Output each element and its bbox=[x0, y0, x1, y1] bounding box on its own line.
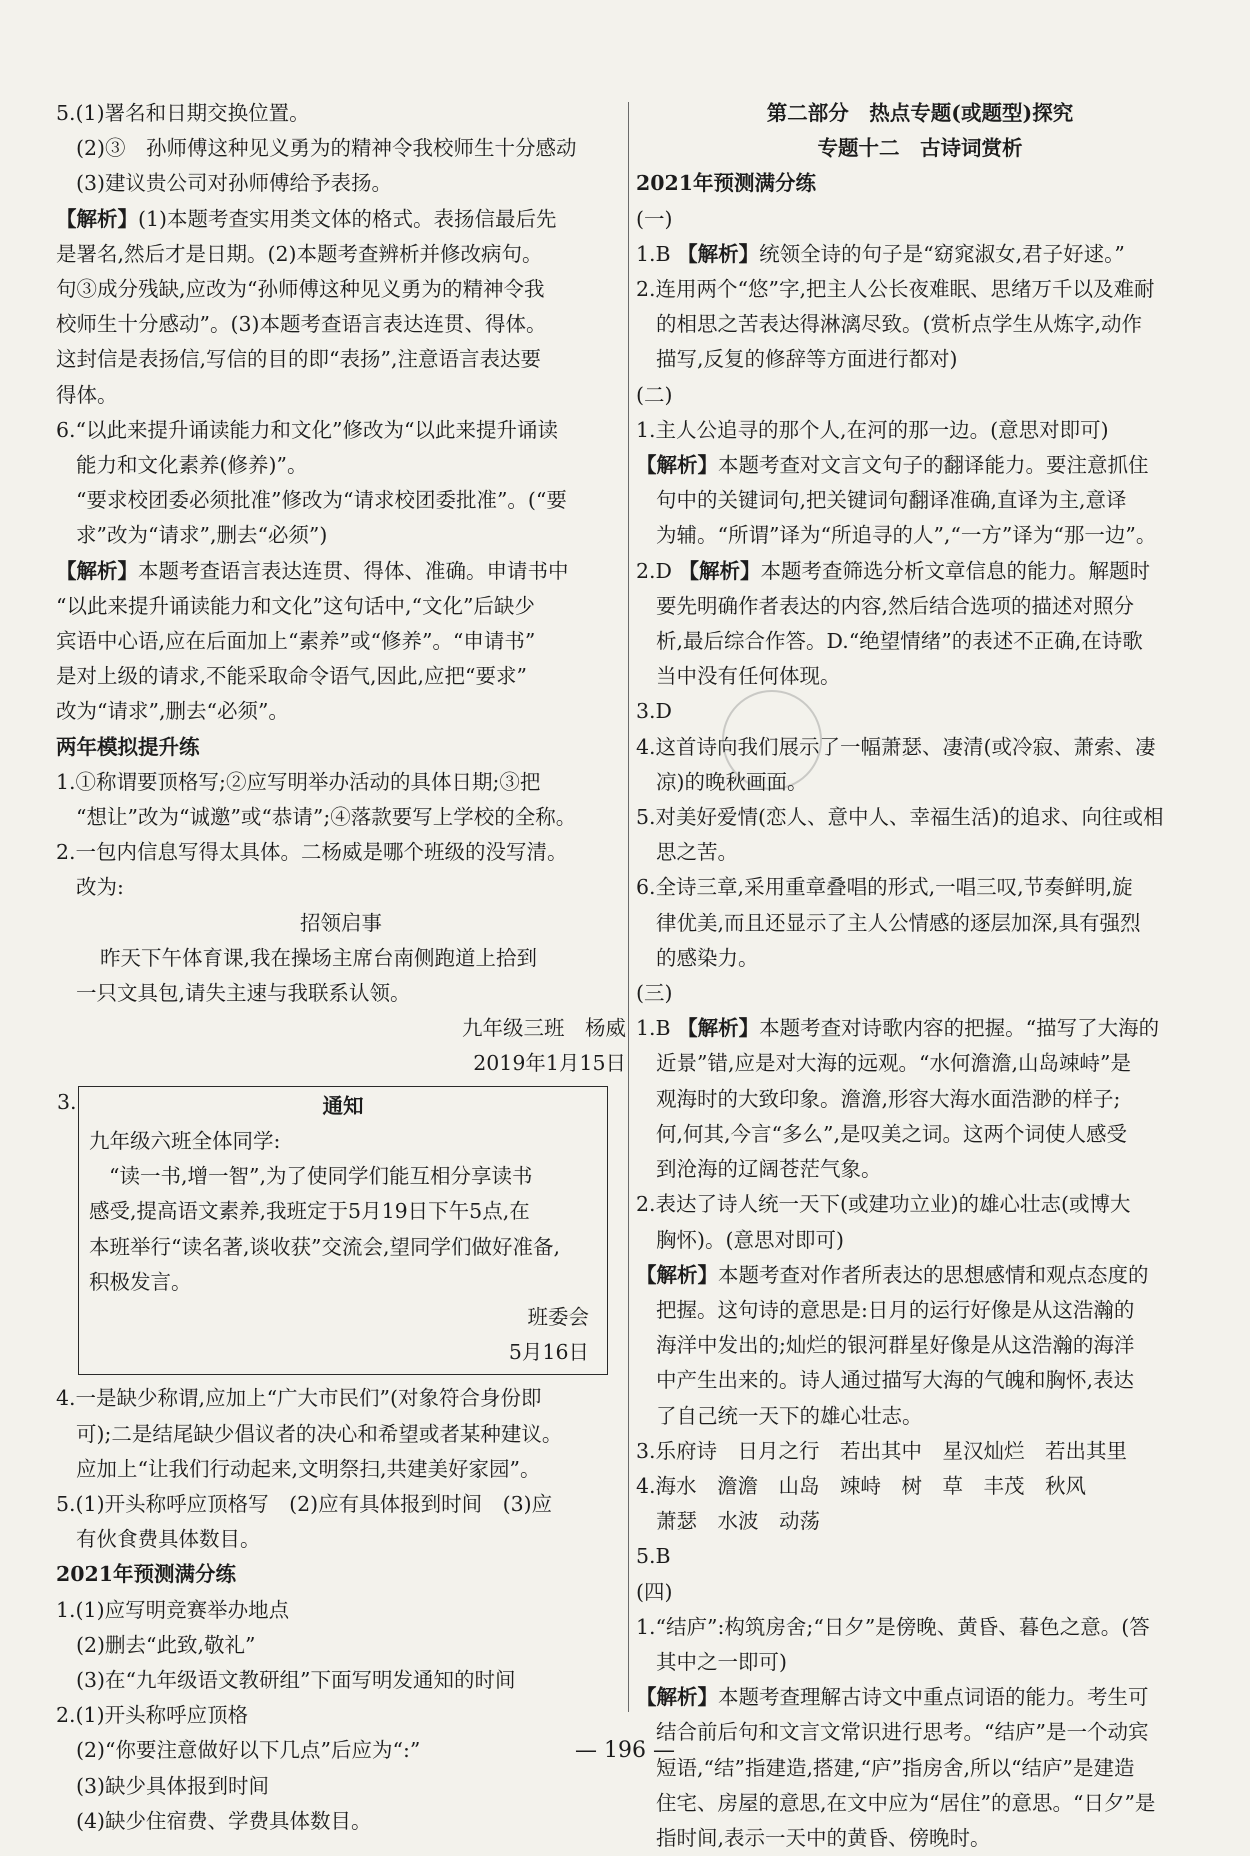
analysis-text: 本题考查对文言文句子的翻译能力。要注意抓住 bbox=[718, 453, 1149, 478]
left-line: 5.(1)开头称呼应顶格写 (2)应有具体报到时间 (3)应 bbox=[56, 1491, 553, 1516]
right-line: 凉)的晚秋画面。 bbox=[656, 769, 808, 794]
analysis-text: 本题考查对诗歌内容的把握。“描写了大海的 bbox=[759, 1016, 1160, 1041]
right-line: 把握。这句诗的意思是:日月的运行好像是从这浩瀚的 bbox=[656, 1297, 1135, 1322]
analysis-tag: 【解析】 bbox=[56, 206, 138, 231]
left-line: 5.(1)署名和日期交换位置。 bbox=[56, 101, 310, 125]
left-line: 2.一包内信息写得太具体。二杨威是哪个班级的没写清。 bbox=[56, 840, 568, 865]
right-line: 住宅、房屋的意思,在文中应为“居住”的意思。“日夕”是 bbox=[656, 1790, 1156, 1815]
left-line: 这封信是表扬信,写信的目的即“表扬”,注意语言表达要 bbox=[56, 347, 541, 372]
left-line: “要求校团委必须批准”修改为“请求校团委批准”。(“要 bbox=[76, 488, 567, 513]
left-line: (3)在“九年级语文教研组”下面写明发通知的时间 bbox=[76, 1667, 516, 1692]
left-line: 改为: bbox=[76, 875, 124, 900]
left-line: “想让”改为“诚邀”或“恭请”;④落款要写上学校的全称。 bbox=[76, 805, 577, 830]
right-line: (三) bbox=[636, 981, 673, 1006]
left-line: 一只文具包,请失主速与我联系认领。 bbox=[76, 981, 411, 1006]
left-line: 2021年预测满分练 bbox=[56, 1562, 237, 1587]
left-line: 昨天下午体育课,我在操场主席台南侧跑道上拾到 bbox=[100, 945, 538, 970]
right-line: 5.对美好爱情(恋人、意中人、幸福生活)的追求、向往或相 bbox=[636, 805, 1164, 830]
left-line: 有伙食费具体数目。 bbox=[76, 1527, 261, 1552]
analysis-text: 本题考查对作者所表达的思想感情和观点态度的 bbox=[718, 1262, 1149, 1287]
right-line bbox=[636, 554, 1204, 589]
right-line bbox=[636, 1680, 1204, 1715]
notice-box bbox=[57, 1086, 608, 1376]
right-line: 3.乐府诗 日月之行 若出其中 星汉灿烂 若出其里 bbox=[636, 1438, 1128, 1463]
left-line: 2.(1)开头称呼应顶格 bbox=[56, 1703, 249, 1728]
right-line: 近景”错,应是对大海的远观。“水何澹澹,山岛竦峙”是 bbox=[656, 1051, 1131, 1076]
right-line: 析,最后综合作答。D.“绝望情绪”的表述不正确,在诗歌 bbox=[656, 629, 1143, 654]
left-line: 应加上“让我们行动起来,文明祭扫,共建美好家园”。 bbox=[76, 1456, 541, 1481]
right-line bbox=[636, 237, 1204, 272]
right-line: 要先明确作者表达的内容,然后结合选项的描述对照分 bbox=[656, 593, 1135, 618]
right-line: 了自己统一天下的雄心壮志。 bbox=[656, 1403, 923, 1428]
notice-body-2: 感受,提高语文素养,我班定于5月19日下午5点,在 bbox=[89, 1199, 530, 1224]
notice-date: 5月16日 bbox=[508, 1340, 589, 1365]
left-line: 能力和文化素养(修养)”。 bbox=[76, 453, 308, 478]
right-line: 5.B bbox=[636, 1544, 671, 1569]
analysis-text: 统领全诗的句子是“窈窕淑女,君子好逑。” bbox=[759, 241, 1125, 266]
left-line: (3)缺少具体报到时间 bbox=[76, 1773, 270, 1798]
right-line: (一) bbox=[636, 206, 673, 231]
right-line: 2.表达了诗人统一天下(或建功立业)的雄心壮志(或博大 bbox=[636, 1192, 1131, 1217]
left-line bbox=[56, 554, 626, 589]
analysis-text: 本题考查筛选分析文章信息的能力。解题时 bbox=[760, 558, 1151, 583]
left-column bbox=[56, 96, 626, 1839]
left-line: (2)“你要注意做好以下几点”后应为“:” bbox=[76, 1738, 421, 1763]
right-line: 中产生出来的。诗人通过描写大海的气魄和胸怀,表达 bbox=[656, 1368, 1135, 1393]
answer-text: 2.D bbox=[636, 558, 679, 583]
left-line: 得体。 bbox=[56, 382, 118, 407]
left-line: 1.(1)应写明竞赛举办地点 bbox=[56, 1597, 290, 1622]
analysis-tag: 【解析】 bbox=[636, 453, 718, 478]
left-line: 改为“请求”,删去“必须”。 bbox=[56, 699, 289, 724]
right-line: 短语,“结”指建造,搭建,“庐”指房舍,所以“结庐”是建造 bbox=[656, 1755, 1135, 1780]
left-line: 宾语中心语,应在后面加上“素养”或“修养”。“申请书” bbox=[56, 629, 536, 654]
right-line bbox=[636, 1011, 1204, 1046]
left-line: (3)建议贵公司对孙师傅给予表扬。 bbox=[76, 171, 393, 196]
right-line: 4.海水 澹澹 山岛 竦峙 树 草 丰茂 秋风 bbox=[636, 1473, 1087, 1498]
right-line: 思之苦。 bbox=[656, 840, 738, 865]
right-line: 的相思之苦表达得淋漓尽致。(赏析点学生从炼字,动作 bbox=[656, 312, 1143, 337]
column-divider bbox=[628, 102, 629, 1712]
notice-signature: 班委会 bbox=[527, 1304, 589, 1329]
analysis-tag: 【解析】 bbox=[636, 1262, 718, 1287]
right-line: 海洋中发出的;灿烂的银河群星好像是从这浩瀚的海洋 bbox=[656, 1333, 1135, 1358]
analysis-text: 本题考查理解古诗文中重点词语的能力。考生可 bbox=[718, 1685, 1149, 1710]
left-line: (2)③ 孙师傅这种见义勇为的精神令我校师生十分感动 bbox=[76, 136, 577, 161]
right-line: 到沧海的辽阔苍茫气象。 bbox=[656, 1157, 882, 1182]
left-line: 1.①称谓要顶格写;②应写明举办活动的具体日期;③把 bbox=[56, 769, 541, 794]
notice-body-1: “读一书,增一智”,为了使同学们能互相分享读书 bbox=[109, 1164, 533, 1189]
right-line: 结合前后句和文言文常识进行思考。“结庐”是一个动宾 bbox=[656, 1720, 1149, 1745]
left-line: 九年级三班 杨威 bbox=[462, 1016, 626, 1041]
left-line: 句③成分残缺,应改为“孙师傅这种见义勇为的精神令我 bbox=[56, 277, 545, 302]
right-line: 当中没有任何体现。 bbox=[656, 664, 841, 689]
left-line: 6.“以此来提升诵读能力和文化”修改为“以此来提升诵读 bbox=[56, 417, 558, 442]
notice-salutation: 九年级六班全体同学: bbox=[89, 1128, 281, 1153]
right-line bbox=[636, 1258, 1204, 1293]
right-line: 2021年预测满分练 bbox=[636, 171, 817, 196]
part-title: 第二部分 热点专题(或题型)探究 bbox=[766, 101, 1074, 125]
right-line: 6.全诗三章,采用重章叠唱的形式,一唱三叹,节奏鲜明,旋 bbox=[636, 875, 1133, 900]
right-line: 1.“结庐”:构筑房舍;“日夕”是傍晚、黄昏、暮色之意。(答 bbox=[636, 1614, 1150, 1639]
answer-text: 1.B bbox=[636, 241, 678, 266]
right-column bbox=[636, 96, 1204, 1856]
right-line: 萧瑟 水波 动荡 bbox=[656, 1509, 820, 1534]
left-line: 求”改为“请求”,删去“必须”) bbox=[76, 523, 328, 548]
right-line: 描写,反复的修辞等方面进行都对) bbox=[656, 347, 958, 372]
right-line: 句中的关键词句,把关键词句翻译准确,直译为主,意译 bbox=[656, 488, 1127, 513]
notice-body-3: 本班举行“读名著,谈收获”交流会,望同学们做好准备, bbox=[89, 1234, 561, 1259]
left-line: 是对上级的请求,不能采取命令语气,因此,应把“要求” bbox=[56, 664, 528, 689]
left-line: 可);二是结尾缺少倡议者的决心和希望或者某种建议。 bbox=[76, 1421, 563, 1446]
notice-number: 3. bbox=[57, 1089, 77, 1114]
right-line: 4.这首诗向我们展示了一幅萧瑟、凄清(或冷寂、萧索、凄 bbox=[636, 734, 1156, 759]
analysis-tag: 【解析】 bbox=[636, 1685, 718, 1710]
right-line: 律优美,而且还显示了主人公情感的逐层加深,具有强烈 bbox=[656, 910, 1141, 935]
right-line: 为辅。“所谓”译为“所追寻的人”,“一方”译为“那一边”。 bbox=[656, 523, 1157, 548]
left-line: 校师生十分感动”。(3)本题考查语言表达连贯、得体。 bbox=[56, 312, 547, 337]
topic-title: 专题十二 古诗词赏析 bbox=[817, 136, 1023, 161]
right-line: 胸怀)。(意思对即可) bbox=[656, 1227, 844, 1252]
left-line bbox=[56, 202, 626, 237]
left-line: (2)删去“此致,敬礼” bbox=[76, 1632, 256, 1657]
right-line: 何,何其,今言“多么”,是叹美之词。这两个词使人感受 bbox=[656, 1121, 1128, 1146]
right-line: 的感染力。 bbox=[656, 945, 759, 970]
analysis-tag: 【解析】 bbox=[678, 558, 761, 583]
right-line: 2.连用两个“悠”字,把主人公长夜难眠、思绪万千以及难耐 bbox=[636, 277, 1155, 302]
left-line: 两年模拟提升练 bbox=[56, 734, 200, 759]
notice-body-4: 积极发言。 bbox=[89, 1269, 192, 1294]
page-number: — 196 — bbox=[575, 1738, 675, 1763]
analysis-text: 本题考查语言表达连贯、得体、准确。申请书中 bbox=[138, 558, 569, 583]
right-line: 1.主人公追寻的那个人,在河的那一边。(意思对即可) bbox=[636, 417, 1109, 442]
left-line: 2019年1月15日 bbox=[473, 1051, 626, 1076]
left-line: (4)缺少住宿费、学费具体数目。 bbox=[76, 1808, 372, 1833]
right-line: 3.D bbox=[636, 699, 672, 724]
left-line: “以此来提升诵读能力和文化”这句话中,“文化”后缺少 bbox=[56, 593, 535, 618]
left-line: 是署名,然后才是日期。(2)本题考查辨析并修改病句。 bbox=[56, 241, 543, 266]
notice-title: 通知 bbox=[322, 1093, 364, 1118]
right-line: 观海时的大致印象。澹澹,形容大海水面浩渺的样子; bbox=[656, 1086, 1121, 1111]
left-line: 4.一是缺少称谓,应加上“广大市民们”(对象符合身份即 bbox=[56, 1386, 542, 1411]
right-line: 指时间,表示一天中的黄昏、傍晚时。 bbox=[656, 1825, 991, 1850]
analysis-tag: 【解析】 bbox=[677, 1016, 760, 1041]
answer-text: 1.B bbox=[636, 1016, 678, 1041]
right-line: (二) bbox=[636, 382, 673, 407]
analysis-text: (1)本题考查实用类文体的格式。表扬信最后先 bbox=[138, 206, 557, 231]
analysis-tag: 【解析】 bbox=[56, 558, 138, 583]
right-line: (四) bbox=[636, 1579, 673, 1604]
right-line: 其中之一即可) bbox=[656, 1649, 787, 1674]
analysis-tag: 【解析】 bbox=[677, 241, 760, 266]
left-line: 招领启事 bbox=[300, 910, 382, 935]
right-line bbox=[636, 448, 1204, 483]
